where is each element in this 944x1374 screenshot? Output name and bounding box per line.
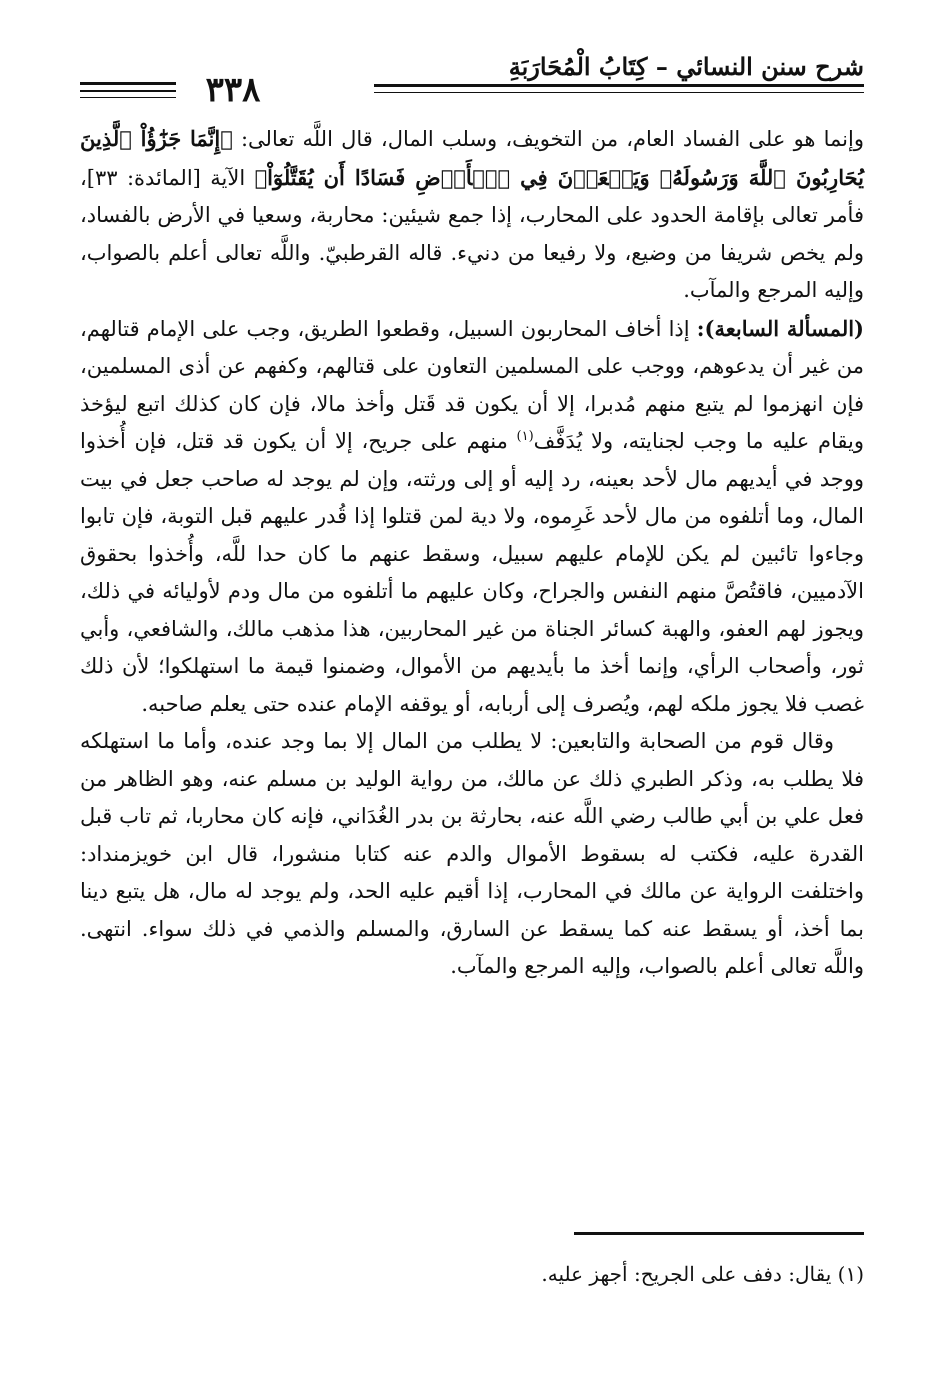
- main-text: [80, 120, 864, 986]
- page-number: ٣٣٨: [205, 70, 261, 110]
- paragraph-2-text-a: إذا أخاف المحاربون السبيل، وقطعوا الطريق، وجب على الإمام قتالهم، من غير أن يدعوهم، ووجب على المسلمين التعاون على قتالهم، وكفهم عن أذى المسلمين، فإن انهزموا لم يتبع منهم مُدبرا، إلا أن يكون قد قَتل وأخذ مالا، فإن كان كذلك اتبع ليؤخذ ويقام عليه ما وجب لجنايته، ولا يُدَفَّف: [80, 316, 864, 453]
- header-rule-thin: [374, 92, 864, 93]
- paragraph-2: [80, 310, 864, 724]
- running-header-title: شرح سنن النسائي – كِتَابُ الْمُحَارَبَةِ: [508, 52, 864, 81]
- page-number-rule-2: [80, 90, 176, 92]
- page-number-rule: [80, 82, 176, 85]
- paragraph-1: [80, 120, 864, 310]
- footnote-marker: (١): [516, 429, 534, 444]
- paragraph-1-intro: وإنما هو على الفساد العام، من التخويف، وسلب المال، قال اللَّه تعالى:: [232, 127, 865, 151]
- footnote-text: (١) يقال: دفف على الجريح: أجهز عليه.: [541, 1262, 864, 1286]
- section-heading: (المسألة السابعة):: [696, 315, 864, 341]
- header-rule: [374, 84, 864, 87]
- paragraph-3: وقال قوم من الصحابة والتابعين: لا يطلب من المال إلا بما وجد عنده، وأما ما استهلكه فلا يطلب به، وذكر الطبري ذلك عن مالك، من رواية الوليد بن مسلم عنه، وهو الظاهر من فعل علي بن أبي طالب رضي اللَّه عنه، بحارثة بن بدر الغُدَاني، فإنه كان محاربا، ثم تاب قبل القدرة عليه، فكتب له بسقوط الأموال والدم عنه كتابا منشورا، قال ابن خويزمنداد: واختلفت الرواية عن مالك في المحارب، إذا أقيم عليه الحد، ولم يوجد له مال، هل يتبع دينا بما أخذ، أو يسقط عنه كما يسقط عن السارق، والمسلم والذمي في ذلك سواء. انتهى. واللَّه تعالى أعلم بالصواب، وإليه المرجع والمآب.: [80, 729, 864, 978]
- quran-verse: ﴿إِنَّمَا جَزَٰٓؤُاْ ٱلَّذِينَ يُحَارِبُونَ ٱللَّهَ وَرَسُولَهُۥ وَيَسۡعَوۡنَ فِي ٱلۡأَرۡضِ فَسَادًا أَن يُقَتَّلُوٓاْ﴾: [80, 126, 864, 190]
- paragraph-1-rest: الآية [المائدة: ٣٣]، فأمر تعالى بإقامة الحدود على المحارب، إذا جمع شيئين: محاربة، وسعيا في الأرض بالفساد، ولم يخص شريفا من وضيع، ولا رفيعا من دنيء. قاله القرطبيّ. واللَّه تعالى أعلم بالصواب، وإليه المرجع والمآب.: [80, 165, 864, 302]
- paragraph-2-text-b: منهم على جريح، إلا أن يكون قد قتل، فإن أُخذوا ووجد في أيديهم مال لأحد بعينه، رد إليه أو إلى ورثته، وإن لم يوجد له صاحب جعل في بيت المال، وما أتلفوه من مال لأحد غَرِموه، ولا دية لمن قتلوا إذا قُدر عليهم قبل التوبة، فإن تابوا وجاءوا تائبين لم يكن للإمام عليهم سبيل، وسقط عنهم ما كان حدا للَّه، وأُخذوا بحقوق الآدميين، فاقتُصَّ منهم النفس والجراح، وكان عليهم ما أتلفوه من مال ودم لأوليائه في ذلك، ويجوز لهم العفو، والهبة كسائر الجناة من غير المحاربين، هذا مذهب مالك، والشافعي، وأبي ثور، وأصحاب الرأي، وإنما أخذ ما بأيديهم من الأموال، وضمنوا قيمة ما استهلكوا؛ لأن ذلك غصب فلا يجوز ملكه لهم، ويُصرف إلى أربابه، أو يوقفه الإمام عنده حتى يعلم صاحبه.: [80, 429, 864, 716]
- footnote-divider: [574, 1232, 864, 1235]
- page-number-rule-3: [80, 97, 176, 98]
